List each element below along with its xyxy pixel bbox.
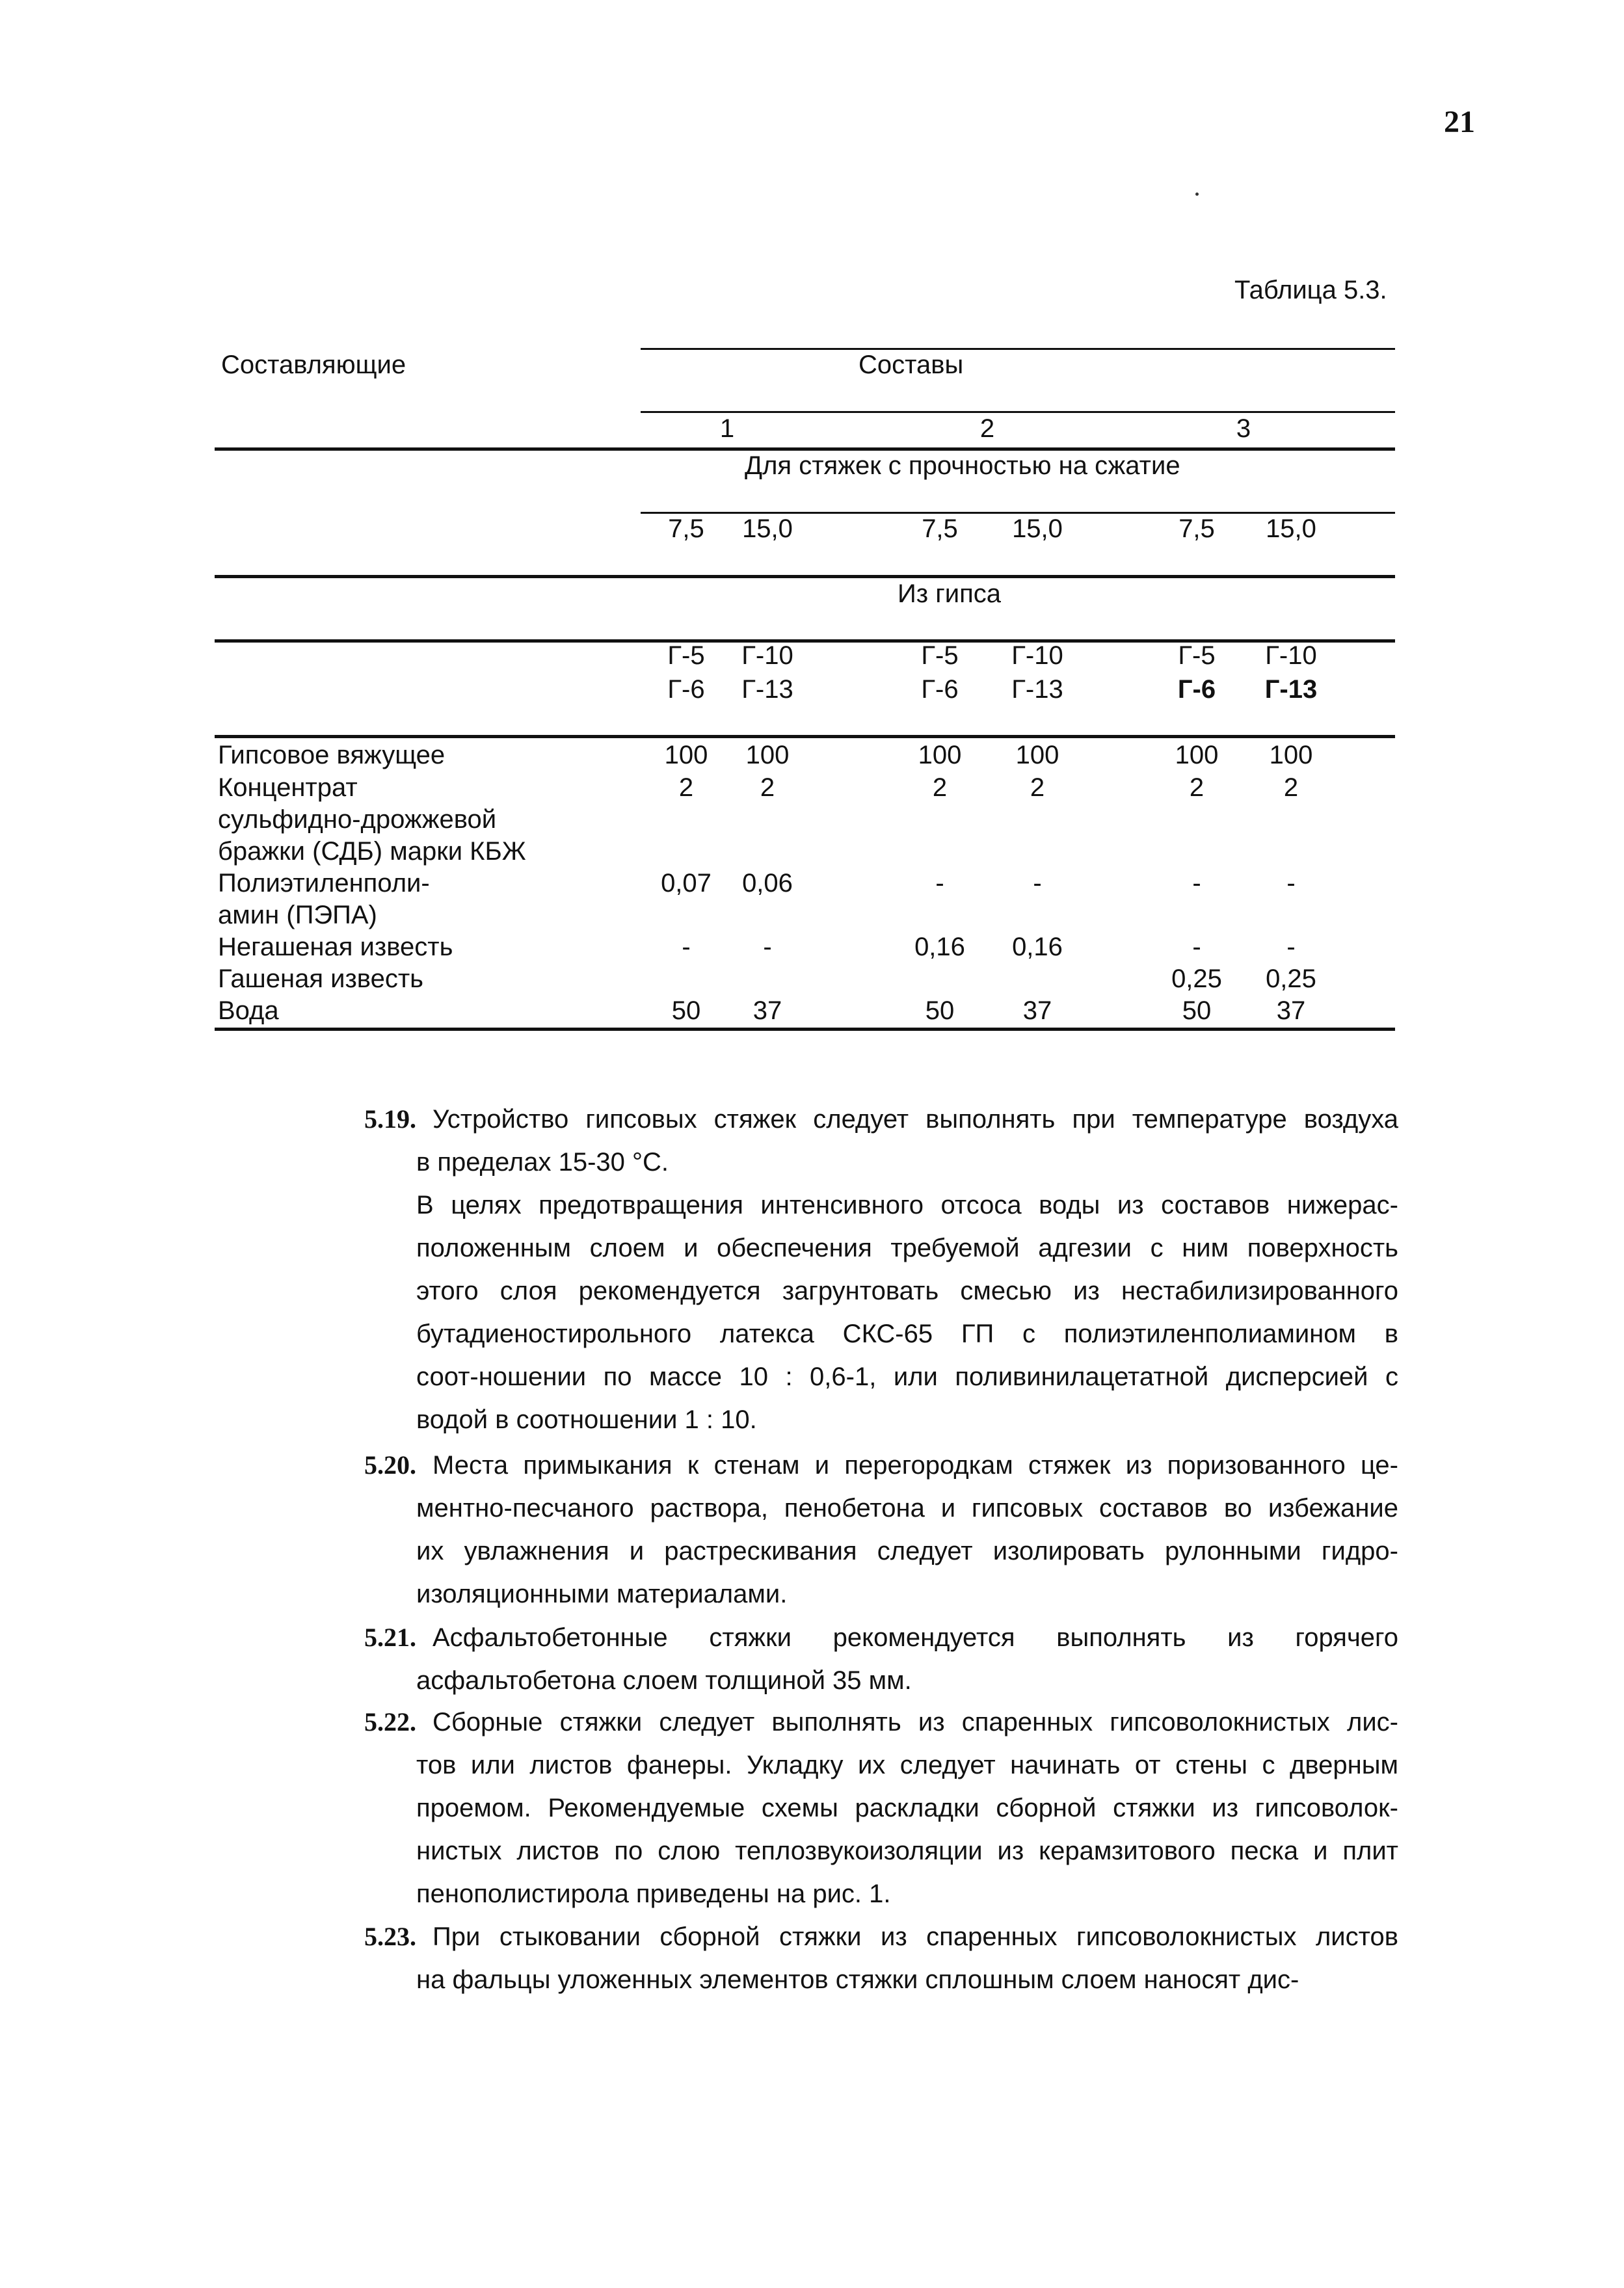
purpose-label: Для стяжек с прочностью на сжатие [745, 451, 1180, 480]
group-header-2: 2 [979, 414, 995, 443]
row-value: 37 [1276, 996, 1306, 1025]
grade-top: Г-10 [1011, 641, 1063, 670]
paragraph-line: этого слоя рекомендуется загрунтовать смесью из нестабилизированного [416, 1277, 1398, 1305]
group-header-3: 3 [1236, 414, 1251, 443]
paragraph-line: Устройство гипсовых стяжек следует выполнять при температуре воздуха [433, 1105, 1398, 1134]
paragraph-line: В целях предотвращения интенсивного отсоса воды из составов нижерас- [416, 1191, 1398, 1219]
paragraph [364, 1444, 1398, 1616]
row-value: 0,25 [1171, 964, 1222, 993]
paragraph-number: 5.21. [364, 1623, 416, 1652]
grade-top: Г-5 [921, 641, 959, 670]
paragraph [364, 1701, 1398, 1915]
paragraph-line: соот-ношении по массе 10 : 0,6-1, или поливинилацетатной дисперсией с [416, 1363, 1398, 1391]
rule-groups [641, 411, 1395, 413]
paragraph-line: бутадиеностирольного латекса СКС-65 ГП с полиэтиленполиамином в [416, 1320, 1398, 1348]
row-value: - [1286, 869, 1296, 898]
row-value: 50 [671, 996, 701, 1025]
row-value: 100 [745, 741, 790, 769]
row-value: - [1033, 869, 1042, 898]
row-value: - [763, 933, 772, 961]
row-value: 0,16 [1012, 933, 1063, 961]
grade-bottom: Г-13 [1011, 675, 1063, 704]
row-value: 100 [1269, 741, 1313, 769]
paragraph-line: их увлажнения и растрескивания следует изолировать рулонными гидро- [416, 1537, 1398, 1565]
row-label: сульфидно-дрожжевой [218, 805, 497, 834]
paragraph [364, 1184, 1398, 1441]
row-value: 2 [1030, 773, 1045, 802]
group-header-1: 1 [719, 414, 735, 443]
grade-top: Г-10 [741, 641, 793, 670]
paragraph-number: 5.23. [364, 1922, 416, 1951]
strength-value: 15,0 [1266, 514, 1316, 543]
row-value: - [1286, 933, 1296, 961]
row-value: 0,25 [1266, 964, 1316, 993]
rule-grades [215, 735, 1395, 738]
row-value: 50 [1182, 996, 1212, 1025]
rule-top [641, 348, 1395, 350]
row-value: 100 [918, 741, 962, 769]
row-value: 50 [925, 996, 955, 1025]
paragraph-line: положенным слоем и обеспечения требуемой адгезии с ним поверхность [416, 1234, 1398, 1262]
paragraph [364, 1098, 1398, 1184]
row-value: 100 [1175, 741, 1219, 769]
grade-bottom: Г-13 [1264, 675, 1318, 704]
paragraph-number: 5.20. [364, 1450, 416, 1480]
row-value: 2 [932, 773, 948, 802]
row-value: - [1192, 869, 1201, 898]
row-value: 2 [678, 773, 694, 802]
paragraph-line: на фальцы уложенных элементов стяжки сплошным слоем наносят дис- [416, 1965, 1299, 1994]
row-value: 100 [1015, 741, 1059, 769]
strength-value: 15,0 [1012, 514, 1063, 543]
paragraph-line: в пределах 15-30 °С. [416, 1148, 669, 1177]
paragraph-number: 5.19. [364, 1104, 416, 1134]
rule-strength [215, 575, 1395, 578]
row-label: Гипсовое вяжущее [218, 741, 446, 769]
row-label: Гашеная известь [218, 964, 423, 993]
row-value: - [1192, 933, 1201, 961]
row-value: 2 [1189, 773, 1205, 802]
paragraph-line: Места примыкания к стенам и перегородкам стяжек из поризованного це- [433, 1451, 1398, 1480]
row-value: 0,07 [661, 869, 712, 898]
grade-bottom: Г-13 [741, 675, 793, 704]
page-number: 21 [1444, 105, 1475, 139]
grade-bottom: Г-6 [667, 675, 705, 704]
row-value: 0,16 [914, 933, 965, 961]
row-label: Вода [218, 996, 279, 1025]
paragraph-line: проемом. Рекомендуемые схемы раскладки сборной стяжки из гипсоволок- [416, 1794, 1398, 1822]
strength-value: 15,0 [742, 514, 793, 543]
paragraph-number: 5.22. [364, 1707, 416, 1736]
strength-value: 7,5 [1178, 514, 1215, 543]
material-label: Из гипса [898, 579, 1002, 608]
row-value: 2 [760, 773, 775, 802]
paragraph-line: ментно-песчаного раствора, пенобетона и гипсовых составов во избежание [416, 1494, 1398, 1523]
grade-top: Г-5 [667, 641, 705, 670]
grade-top: Г-10 [1265, 641, 1317, 670]
rule-bottom [215, 1028, 1395, 1031]
row-value: - [682, 933, 691, 961]
table-caption: Таблица 5.3. [1234, 276, 1387, 304]
grade-bottom: Г-6 [1177, 675, 1216, 704]
paragraph [364, 1616, 1398, 1702]
row-value: 0,06 [742, 869, 793, 898]
strength-value: 7,5 [668, 514, 704, 543]
paragraph-line: При стыковании сборной стяжки из спаренных гипсоволокнистых листов [433, 1922, 1398, 1951]
grade-top: Г-5 [1178, 641, 1216, 670]
row-label: Концентрат [218, 773, 358, 802]
strength-value: 7,5 [922, 514, 958, 543]
row-value: 100 [664, 741, 708, 769]
row-label: бражки (СДБ) марки КБЖ [218, 837, 526, 866]
paragraph-line: нистых листов по слою теплозвукоизоляции из керамзитового песка и плит [416, 1837, 1398, 1865]
header-components: Составляющие [221, 351, 406, 379]
row-label: амин (ПЭПА) [218, 901, 377, 929]
row-value: 37 [1022, 996, 1052, 1025]
header-compositions: Составы [859, 351, 964, 379]
row-label: Полиэтиленполи- [218, 869, 430, 898]
scan-speck [1195, 193, 1199, 196]
paragraph-line: Сборные стяжки следует выполнять из спаренных гипсоволокнистых лис- [433, 1708, 1398, 1736]
paragraph-line: асфальтобетона слоем толщиной 35 мм. [416, 1666, 912, 1695]
paragraph-line: пенополистирола приведены на рис. 1. [416, 1880, 891, 1908]
paragraph-line: водой в соотношении 1 : 10. [416, 1405, 757, 1434]
row-value: 37 [752, 996, 782, 1025]
row-value: - [935, 869, 944, 898]
grade-bottom: Г-6 [921, 675, 959, 704]
paragraph-line: тов или листов фанеры. Укладку их следует начинать от стены с дверным [416, 1751, 1398, 1779]
paragraph-line: изоляционными материалами. [416, 1580, 788, 1608]
paragraph [364, 1915, 1398, 2001]
paragraph-line: Асфальтобетонные стяжки рекомендуется выполнять из горячего [433, 1623, 1398, 1652]
row-value: 2 [1283, 773, 1299, 802]
row-label: Негашеная известь [218, 933, 453, 961]
